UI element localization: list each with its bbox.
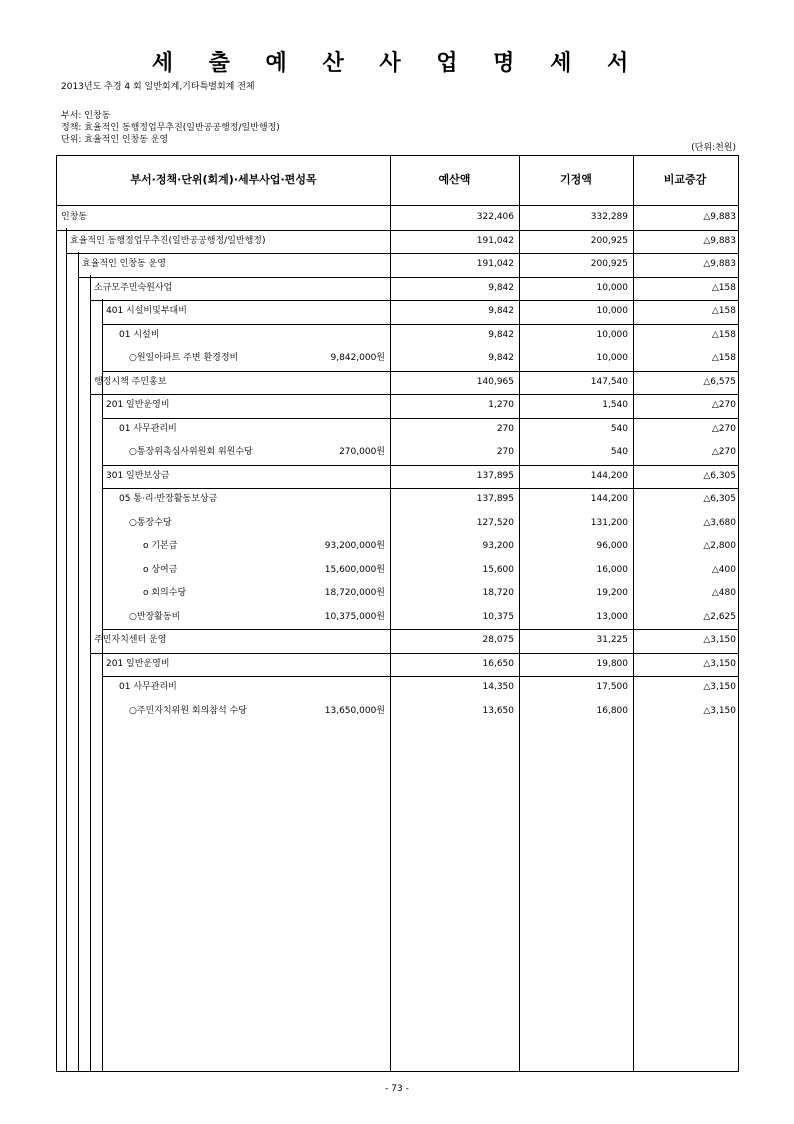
row-amount: 9,842,000원: [330, 353, 385, 363]
row-prior: 147,540: [590, 376, 628, 387]
row-divider: [57, 230, 738, 231]
row-divider: [102, 676, 738, 677]
row-name: 05 통·리·반장활동보상금: [119, 494, 218, 504]
row-name: 인창동: [61, 212, 88, 222]
row-name: ○통장수당: [129, 517, 172, 528]
row-diff: △158: [711, 329, 736, 340]
row-amount: [207, 255, 385, 274]
table-row: [57, 232, 738, 251]
row-amount: 18,720,000원: [324, 588, 385, 598]
row-amount: [207, 373, 385, 392]
table-row: [57, 396, 738, 415]
table-row: [57, 208, 738, 227]
row-amount: [207, 232, 385, 251]
row-budget: 270: [496, 423, 514, 434]
row-diff: △158: [711, 282, 736, 293]
row-amount: [207, 279, 385, 298]
row-divider: [102, 488, 738, 489]
table-row: [57, 655, 738, 674]
row-diff: △270: [711, 400, 736, 410]
row-amount: 15,600,000원: [324, 564, 385, 575]
table-row: [57, 631, 738, 650]
row-name: 401 시설비및부대비: [106, 306, 187, 316]
row-diff: △3,150: [703, 635, 736, 645]
row-amount: [207, 514, 385, 533]
table-row: [57, 467, 738, 486]
row-budget: 127,520: [476, 517, 514, 528]
row-prior: 144,200: [590, 494, 628, 504]
row-divider: [90, 300, 738, 301]
table-row: [57, 420, 738, 439]
row-amount: [207, 420, 385, 439]
currency-unit: (단위:천원): [691, 143, 736, 153]
row-budget: 9,842: [488, 282, 514, 293]
row-budget: 16,650: [482, 658, 514, 669]
row-budget: 322,406: [476, 212, 514, 222]
table-row: [57, 608, 738, 627]
row-budget: 15,600: [482, 564, 514, 575]
row-budget: 13,650: [482, 705, 514, 716]
row-diff: △3,150: [703, 682, 736, 692]
row-diff: △6,305: [703, 470, 736, 481]
unit-line: 단위: 효율적인 인창동 운영: [61, 135, 169, 145]
row-name: 01 사무관리비: [119, 423, 177, 434]
row-budget: 1,270: [488, 400, 514, 410]
row-diff: △6,305: [703, 494, 736, 504]
row-prior: 10,000: [596, 329, 628, 340]
row-prior: 10,000: [596, 306, 628, 316]
row-amount: 10,375,000원: [324, 611, 385, 622]
table-header: [57, 156, 738, 206]
header-diff: 비교증감: [663, 173, 707, 186]
row-prior: 200,925: [590, 259, 628, 269]
row-budget: 9,842: [488, 353, 514, 363]
table-row: [57, 373, 738, 392]
row-diff: △9,883: [703, 259, 736, 269]
row-diff: △400: [711, 564, 736, 575]
table-row: [57, 702, 738, 721]
table-row: [57, 255, 738, 274]
table-row: [57, 326, 738, 345]
row-name: 효율적인 동행정업무추진(일반공공행정/일반행정): [70, 235, 266, 246]
row-diff: △3,150: [703, 658, 736, 669]
row-name: 201 일반운영비: [106, 658, 170, 669]
row-amount: [207, 326, 385, 345]
row-diff: △6,575: [703, 376, 736, 387]
row-diff: △3,150: [703, 705, 736, 716]
header-category: 부서·정책·단위(회계)·세부사업·편성목: [130, 173, 317, 186]
row-amount: [207, 490, 385, 509]
row-diff: △3,680: [703, 517, 736, 528]
row-amount: [207, 302, 385, 321]
row-name: 효율적인 인창동 운영: [82, 259, 166, 269]
row-prior: 13,000: [596, 611, 628, 622]
row-budget: 140,965: [476, 376, 514, 387]
row-prior: 332,289: [590, 212, 628, 222]
row-prior: 10,000: [596, 353, 628, 363]
row-prior: 144,200: [590, 470, 628, 481]
row-prior: 540: [610, 423, 628, 434]
row-divider: [66, 253, 738, 254]
row-prior: 16,000: [596, 564, 628, 575]
row-name: 01 시설비: [119, 329, 160, 340]
row-divider: [102, 465, 738, 466]
page-title: 세 출 예 산 사 업 명 세 서: [151, 51, 643, 76]
page-number: - 73 -: [385, 1084, 409, 1094]
row-divider: [102, 324, 738, 325]
table-row: [57, 279, 738, 298]
row-prior: 10,000: [596, 282, 628, 293]
table-row: [57, 561, 738, 580]
table-row: [57, 302, 738, 321]
row-budget: 9,842: [488, 306, 514, 316]
row-diff: △9,883: [703, 235, 736, 246]
row-diff: △270: [711, 447, 736, 457]
row-diff: △158: [711, 306, 736, 316]
policy-line: 정책: 효율적인 동행정업무추진(일반공공행정/일반행정): [61, 123, 280, 133]
table-row: [57, 514, 738, 533]
row-name: ○통장위촉심사위원회 위원수당: [129, 447, 253, 457]
row-divider: [102, 418, 738, 419]
row-budget: 137,895: [476, 494, 514, 504]
row-amount: [207, 208, 385, 227]
row-name: ○원일아파트 주변 환경정비: [129, 353, 239, 363]
row-amount: [207, 631, 385, 650]
header-prior: 기정액: [560, 173, 592, 186]
table-row: [57, 443, 738, 462]
table-row: [57, 349, 738, 368]
row-divider: [102, 371, 738, 372]
row-amount: [207, 678, 385, 697]
row-name: 301 일반보상금: [106, 470, 170, 481]
row-diff: △9,883: [703, 212, 736, 222]
row-prior: 131,200: [590, 517, 628, 528]
row-name: 행정시책 주민홍보: [94, 376, 167, 387]
subtitle: 2013년도 추경 4 회 일반회계,기타특별회계 전체: [61, 82, 255, 92]
row-diff: △270: [711, 423, 736, 434]
table-row: [57, 584, 738, 603]
row-budget: 270: [496, 447, 514, 457]
row-amount: [207, 467, 385, 486]
row-amount: 270,000원: [339, 447, 385, 457]
row-name: 주민자치센터 운영: [94, 635, 167, 645]
row-prior: 200,925: [590, 235, 628, 246]
row-prior: 540: [610, 447, 628, 457]
row-name: ○반장활동비: [129, 611, 181, 622]
row-divider: [102, 629, 738, 630]
row-divider: [90, 653, 738, 654]
row-prior: 1,540: [602, 400, 628, 410]
row-name: 201 일반운영비: [106, 400, 170, 410]
table-row: [57, 537, 738, 556]
row-name: o 기본급: [143, 541, 178, 551]
row-name: 01 사무관리비: [119, 682, 177, 692]
row-name: o 상여금: [143, 564, 178, 575]
row-name: ○주민자치위원 회의참석 수당: [129, 705, 247, 716]
row-budget: 10,375: [482, 611, 514, 622]
row-budget: 137,895: [476, 470, 514, 481]
row-budget: 28,075: [482, 635, 514, 645]
row-amount: 93,200,000원: [324, 541, 385, 551]
row-diff: △158: [711, 353, 736, 363]
row-budget: 9,842: [488, 329, 514, 340]
row-prior: 31,225: [596, 635, 628, 645]
row-prior: 96,000: [596, 541, 628, 551]
row-name: o 회의수당: [143, 588, 187, 598]
row-divider: [78, 277, 738, 278]
row-amount: [207, 655, 385, 674]
row-name: 소규모주민숙원사업: [94, 282, 173, 293]
row-budget: 191,042: [476, 235, 514, 246]
row-diff: △480: [711, 588, 736, 598]
row-prior: 19,800: [596, 658, 628, 669]
row-divider: [90, 394, 738, 395]
header-budget: 예산액: [438, 173, 471, 186]
table-row: [57, 678, 738, 697]
row-amount: [207, 396, 385, 415]
row-diff: △2,625: [703, 611, 736, 622]
row-prior: 17,500: [596, 682, 628, 692]
row-budget: 191,042: [476, 259, 514, 269]
row-prior: 16,800: [596, 705, 628, 716]
row-diff: △2,800: [703, 541, 736, 551]
dept-line: 부서: 인창동: [61, 111, 111, 121]
row-budget: 93,200: [482, 541, 514, 551]
row-budget: 18,720: [482, 588, 514, 598]
table-row: [57, 490, 738, 509]
row-prior: 19,200: [596, 588, 628, 598]
row-budget: 14,350: [482, 682, 514, 692]
row-amount: 13,650,000원: [324, 705, 385, 716]
budget-table: [56, 155, 739, 1072]
